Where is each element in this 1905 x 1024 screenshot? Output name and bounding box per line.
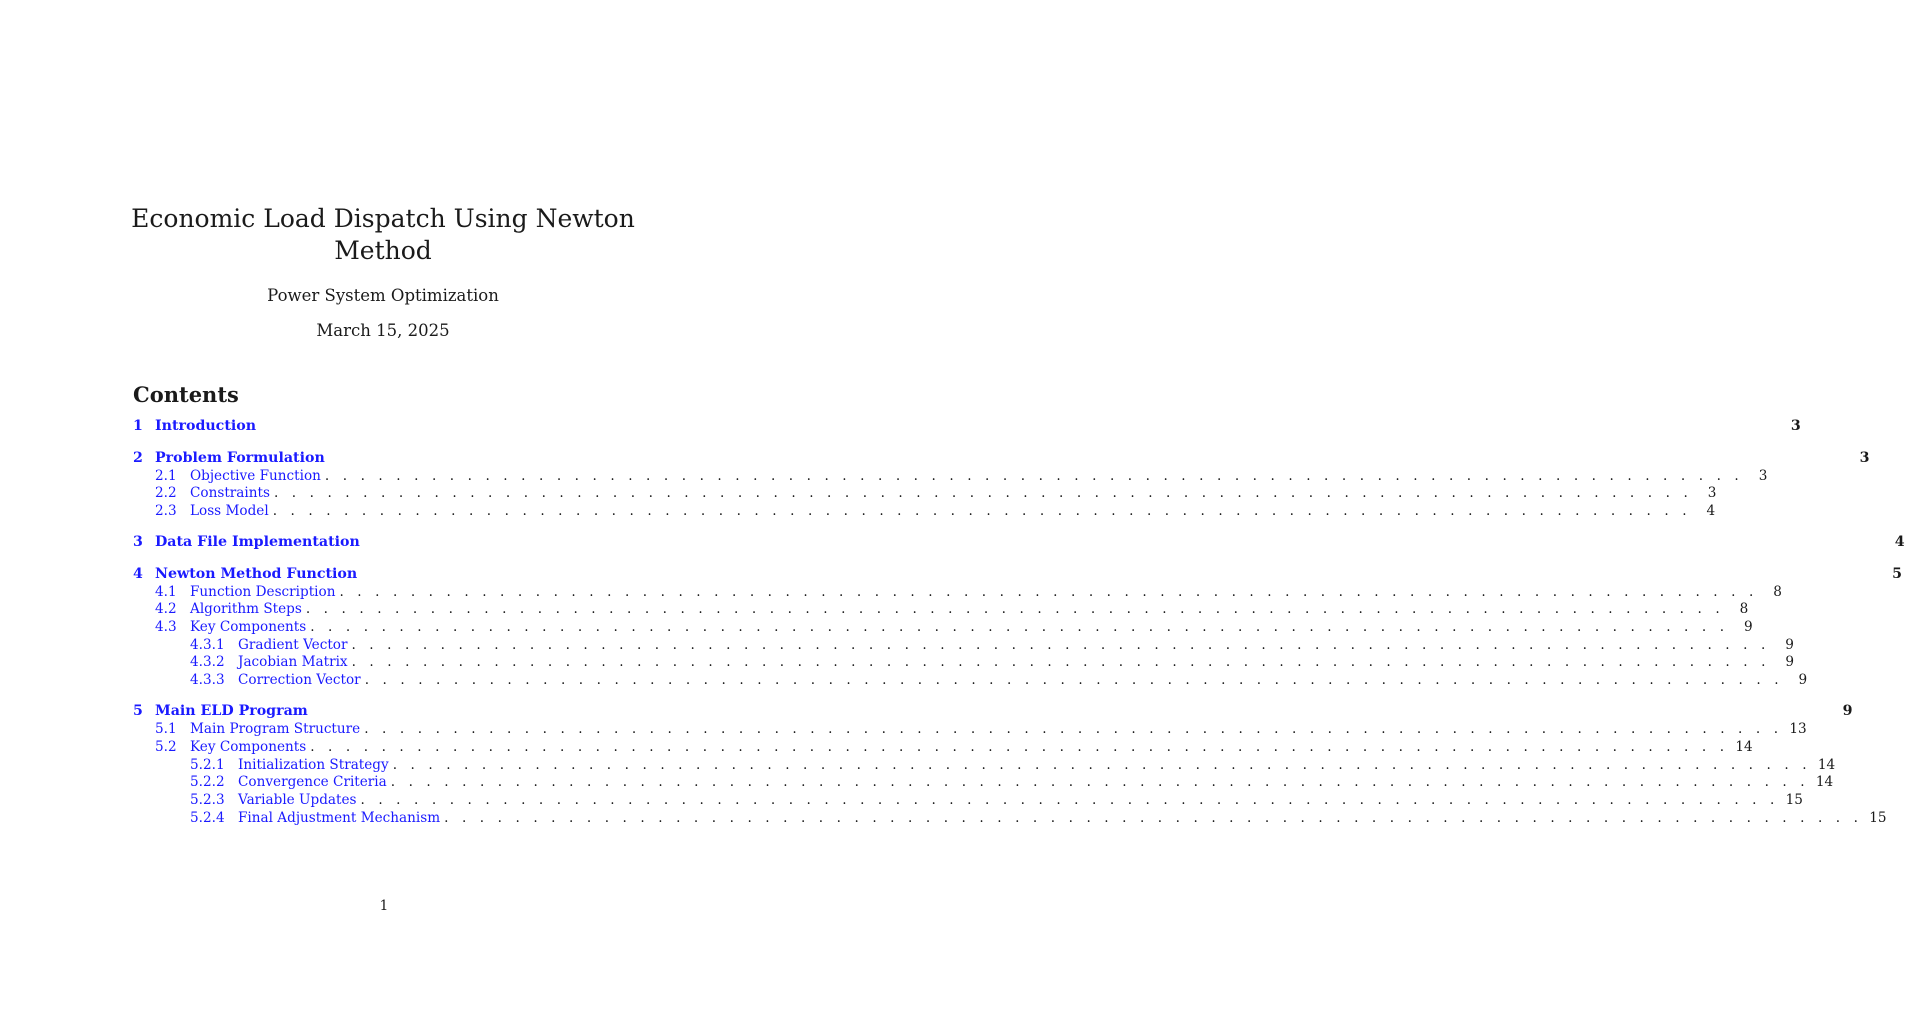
- toc-entry-level3[interactable]: [133, 672, 1808, 690]
- page-number: 1: [379, 898, 389, 914]
- toc-entry-number[interactable]: 4.3.2: [190, 654, 225, 671]
- toc-dot-leader: . . . . . . . . . . . . . . . . . . . . . . . . . . . . . . . . . . . . . . . . . . . . . . . . . . . . . . . . . . . . . . . . . . . . . . . . . . . . . . . .: [351, 636, 1770, 653]
- toc-dot-leader: . . . . . . . . . . . . . . . . . . . . . . . . . . . . . . . . . . . . . . . . . . . . . . . . . . . . . . . . . . . . . . . . . . . . . . . . . . . . . . . .: [305, 601, 1725, 618]
- toc-entry-number[interactable]: 4.3.3: [190, 672, 225, 688]
- toc-dot-leader: . . . . . . . . . . . . . . . . . . . . . . . . . . . . . . . . . . . . . . . . . . . . . . . . . . . . . . . . . . . . . . . . . . . . . . . . . . . . . . . .: [351, 654, 1771, 671]
- toc-entry-level2[interactable]: [133, 738, 1753, 757]
- toc-entry-title[interactable]: Final Adjustment Mechanism: [238, 809, 441, 826]
- document-title: Economic Load Dispatch Using Newton Method: [131, 204, 635, 265]
- toc-section: [133, 534, 1905, 552]
- toc-entry-number[interactable]: 5.1: [155, 721, 177, 738]
- toc-entry-level1[interactable]: [133, 534, 1905, 552]
- toc-entry-level3[interactable]: [133, 654, 1795, 672]
- toc-entry-level3[interactable]: [133, 636, 1794, 655]
- toc-entry-title[interactable]: Data File Implementation: [155, 534, 360, 551]
- toc-entry-page: 4: [1706, 502, 1716, 519]
- toc-entry-page: 14: [1817, 756, 1836, 773]
- toc-entry-page: 5: [1892, 565, 1902, 582]
- toc-entry-level3[interactable]: [133, 756, 1836, 775]
- toc-entry-page: 15: [1785, 791, 1803, 808]
- contents-heading: Contents: [133, 382, 239, 407]
- toc-section: [133, 703, 1887, 827]
- toc-entry-title[interactable]: Function Description: [190, 583, 336, 600]
- toc-dot-leader: . . . . . . . . . . . . . . . . . . . . . . . . . . . . . . . . . . . . . . . . . . . . . . . . . . . . . . . . . . . . . . . . . . . . . . . . . . . . . . . .: [360, 791, 1779, 808]
- toc-entry-title[interactable]: Variable Updates: [238, 791, 357, 808]
- toc-entry-page: 3: [1859, 449, 1870, 466]
- toc-section: [133, 449, 1870, 521]
- toc-entry-number[interactable]: 5.2.4: [190, 809, 225, 826]
- toc-entry-level2[interactable]: [133, 502, 1716, 521]
- toc-entry-level2[interactable]: [133, 485, 1717, 503]
- toc-section: [133, 418, 1801, 436]
- toc-entry-title[interactable]: Correction Vector: [238, 672, 361, 688]
- toc-dot-leader: . . . . . . . . . . . . . . . . . . . . . . . . . . . . . . . . . . . . . . . . . . . . . . . . . . . . . . . . . . . . . . . . . . . . . . . . . . . . . . . .: [310, 738, 1729, 755]
- toc-entry-page: 9: [1785, 636, 1794, 653]
- toc-entry-page: 13: [1789, 721, 1807, 738]
- toc-entry-page: 3: [1790, 418, 1801, 434]
- toc-entry-number[interactable]: 5.2.2: [190, 774, 225, 791]
- toc-entry-level3[interactable]: [133, 791, 1803, 810]
- toc-entry-page: 3: [1707, 485, 1717, 502]
- toc-entry-page: 8: [1773, 583, 1782, 600]
- toc-entry-page: 3: [1758, 467, 1768, 484]
- toc-dot-leader: . . . . . . . . . . . . . . . . . . . . . . . . . . . . . . . . . . . . . . . . . . . . . . . . . . . . . . . . . . . . . . . . . . . . . . . . . . . . . . . .: [339, 583, 1758, 600]
- toc-dot-leader: . . . . . . . . . . . . . . . . . . . . . . . . . . . . . . . . . . . . . . . . . . . . . . . . . . . . . . . . . . . . . . . . . . . . . . . . . . . . . . . .: [390, 774, 1810, 791]
- toc-entry-level1[interactable]: [133, 565, 1902, 584]
- toc-entry-number[interactable]: 4.1: [155, 583, 177, 600]
- toc-dot-leader: . . . . . . . . . . . . . . . . . . . . . . . . . . . . . . . . . . . . . . . . . . . . . . . . . . . . . . . . . . . . . . . . . . . . . . . . . . . . . . . .: [273, 485, 1693, 502]
- toc-dot-leader: . . . . . . . . . . . . . . . . . . . . . . . . . . . . . . . . . . . . . . . . . . . . . . . . . . . . . . . . . . . . . . . . . . . . . . . . . . . . . . . .: [272, 502, 1692, 519]
- toc-dot-leader: . . . . . . . . . . . . . . . . . . . . . . . . . . . . . . . . . . . . . . . . . . . . . . . . . . . . . . . . . . . . . . . . . . . . . . . . . . . . . . . .: [364, 672, 1784, 688]
- toc-entry-page: 14: [1815, 774, 1834, 791]
- toc-entry-page: 9: [1785, 654, 1795, 671]
- toc-entry-level2[interactable]: [133, 618, 1753, 637]
- toc-entry-number[interactable]: 4: [133, 565, 143, 582]
- toc-entry-number[interactable]: 2.1: [155, 467, 177, 484]
- toc-entry-level1[interactable]: [133, 418, 1801, 436]
- toc-entry-page: 8: [1739, 601, 1749, 618]
- toc-entry-page: 9: [1842, 703, 1853, 720]
- toc-entry-number[interactable]: 2: [133, 449, 143, 466]
- toc-entry-level3[interactable]: [133, 809, 1887, 828]
- toc-entry-title[interactable]: Loss Model: [190, 502, 269, 519]
- toc-entry-level2[interactable]: [133, 601, 1749, 619]
- table-of-contents: [133, 418, 1905, 841]
- toc-entry-number[interactable]: 4.3: [155, 618, 177, 635]
- toc-entry-number[interactable]: 2.2: [155, 485, 177, 502]
- toc-entry-number[interactable]: 2.3: [155, 502, 177, 519]
- toc-entry-title[interactable]: Constraints: [190, 485, 270, 502]
- document-date: March 15, 2025: [316, 321, 450, 340]
- toc-entry-page: 15: [1869, 809, 1887, 826]
- toc-entry-page: 4: [1894, 534, 1905, 551]
- toc-entry-title[interactable]: Algorithm Steps: [190, 601, 302, 618]
- toc-entry-number[interactable]: 4.2: [155, 601, 177, 618]
- toc-entry-number[interactable]: 3: [133, 534, 143, 551]
- toc-section: [133, 565, 1902, 690]
- toc-dot-leader: . . . . . . . . . . . . . . . . . . . . . . . . . . . . . . . . . . . . . . . . . . . . . . . . . . . . . . . . . . . . . . . . . . . . . . . . . . . . . . . .: [444, 809, 1863, 826]
- toc-entry-title[interactable]: Key Components: [190, 618, 307, 635]
- toc-entry-page: 9: [1798, 672, 1808, 688]
- toc-entry-title[interactable]: Convergence Criteria: [238, 774, 387, 791]
- toc-entry-title[interactable]: Initialization Strategy: [238, 756, 389, 773]
- toc-entry-title[interactable]: Main ELD Program: [155, 703, 308, 720]
- toc-entry-title[interactable]: Problem Formulation: [155, 449, 325, 466]
- toc-entry-page: 14: [1735, 738, 1753, 755]
- toc-entry-page: 9: [1744, 618, 1753, 635]
- toc-entry-level2[interactable]: [133, 583, 1782, 602]
- toc-entry-title[interactable]: Newton Method Function: [155, 565, 358, 582]
- toc-entry-title[interactable]: Jacobian Matrix: [238, 654, 348, 671]
- toc-entry-number[interactable]: 1: [133, 418, 143, 434]
- toc-dot-leader: . . . . . . . . . . . . . . . . . . . . . . . . . . . . . . . . . . . . . . . . . . . . . . . . . . . . . . . . . . . . . . . . . . . . . . . . . . . . . . . .: [310, 618, 1729, 635]
- toc-entry-number[interactable]: 5.2.1: [190, 756, 225, 773]
- toc-entry-title[interactable]: Objective Function: [190, 467, 321, 484]
- toc-entry-level2[interactable]: [133, 721, 1807, 739]
- toc-entry-title[interactable]: Introduction: [155, 418, 257, 434]
- toc-dot-leader: . . . . . . . . . . . . . . . . . . . . . . . . . . . . . . . . . . . . . . . . . . . . . . . . . . . . . . . . . . . . . . . . . . . . . . . . . . . . . . . .: [364, 721, 1783, 738]
- toc-entry-number[interactable]: 4.3.1: [190, 636, 225, 653]
- document-author: Power System Optimization: [267, 286, 499, 305]
- toc-entry-title[interactable]: Gradient Vector: [238, 636, 348, 653]
- toc-dot-leader: . . . . . . . . . . . . . . . . . . . . . . . . . . . . . . . . . . . . . . . . . . . . . . . . . . . . . . . . . . . . . . . . . . . . . . . . . . . . . . . .: [324, 467, 1744, 484]
- toc-entry-level1[interactable]: [133, 703, 1853, 721]
- toc-entry-title[interactable]: Key Components: [190, 738, 307, 755]
- toc-entry-number[interactable]: 5: [133, 703, 143, 720]
- toc-entry-level3[interactable]: [133, 774, 1834, 792]
- toc-entry-number[interactable]: 5.2.3: [190, 791, 225, 808]
- toc-entry-level1[interactable]: [133, 449, 1870, 468]
- toc-entry-number[interactable]: 5.2: [155, 738, 177, 755]
- toc-dot-leader: . . . . . . . . . . . . . . . . . . . . . . . . . . . . . . . . . . . . . . . . . . . . . . . . . . . . . . . . . . . . . . . . . . . . . . . . . . . . . . . .: [392, 756, 1812, 773]
- toc-entry-level2[interactable]: [133, 467, 1768, 486]
- toc-entry-title[interactable]: Main Program Structure: [190, 721, 361, 738]
